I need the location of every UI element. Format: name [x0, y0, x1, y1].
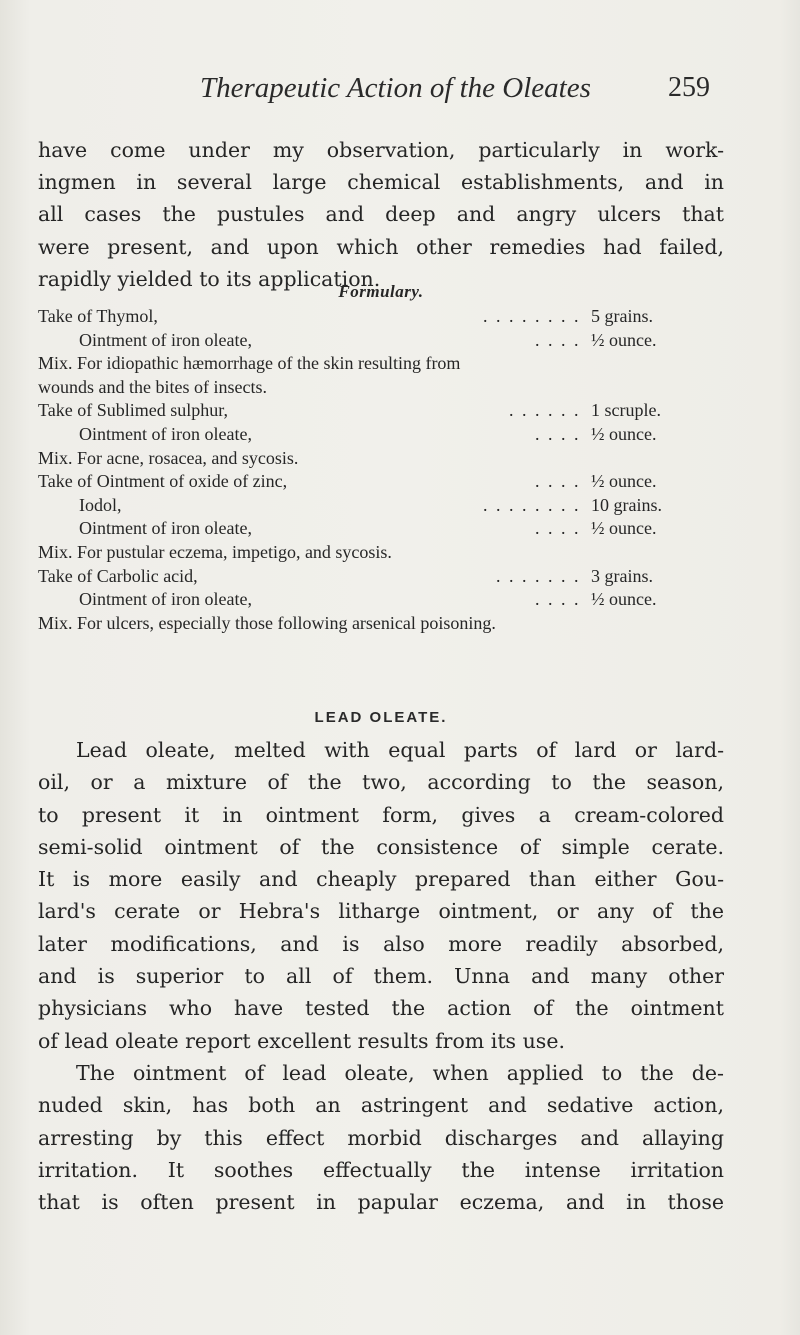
ingredient-quantity: ½ ounce. — [591, 424, 657, 444]
ingredient-quantity: ½ ounce. — [591, 589, 657, 610]
mix-instruction: Mix. For idiopathic hæmorrhage of the skin resulting from — [38, 353, 461, 374]
dot-leader: . . . . . . . . — [483, 306, 581, 326]
formulary-item — [38, 589, 738, 611]
text-line: lard's cerate or Hebra's litharge ointment, or any of the — [38, 899, 724, 924]
ingredient-label: Ointment of iron oleate, — [79, 424, 252, 444]
ingredient-quantity: 3 grains. — [591, 565, 653, 586]
running-head — [0, 72, 800, 106]
ingredient-quantity: ½ ounce. — [591, 329, 657, 350]
mix-instruction: Mix. For pustular eczema, impetigo, and sycosis. — [38, 542, 392, 562]
text-line: later modifications, and is also more readily absorbed, — [38, 931, 724, 956]
text-line: irritation. It soothes effectually the intense irritation — [38, 1157, 724, 1182]
ingredient-label: Iodol, — [79, 494, 122, 515]
formulary-item — [38, 471, 738, 493]
text-line: rapidly yielded to its application. — [38, 266, 381, 291]
running-title: Therapeutic Action of the Oleates — [200, 72, 591, 104]
ingredient-quantity: 5 grains. — [591, 306, 653, 326]
formulary-heading: Formulary. — [338, 282, 424, 301]
dot-leader: . . . . — [535, 471, 581, 492]
formulary-item — [38, 400, 738, 422]
mix-instruction: Mix. For ulcers, especially those following arsenical poisoning. — [38, 612, 496, 633]
mix-instruction: wounds and the bites of insects. — [38, 376, 267, 397]
formulary-note — [38, 353, 738, 375]
ingredient-label: Take of Ointment of oxide of zinc, — [38, 471, 288, 492]
dot-leader: . . . . . . . — [496, 565, 581, 586]
text-line: were present, and upon which other remedies had failed, — [38, 234, 724, 259]
formulary-item — [38, 424, 738, 446]
dot-leader: . . . . — [535, 424, 581, 444]
text-line: have come under my observation, particularly in work- — [38, 138, 724, 162]
ingredient-label: Take of Thymol, — [38, 306, 158, 326]
ingredient-label: Take of Sublimed sulphur, — [38, 400, 228, 421]
dot-leader: . . . . — [535, 518, 581, 539]
text-line: arresting by this effect morbid discharges and allaying — [38, 1125, 724, 1150]
dot-leader: . . . . . . — [509, 400, 581, 421]
ingredient-quantity: ½ ounce. — [591, 518, 657, 539]
formulary-item — [38, 306, 738, 328]
ingredient-label: Ointment of iron oleate, — [79, 518, 252, 539]
text-line: Lead oleate, melted with equal parts of lard or lard- — [76, 738, 724, 762]
text-line: It is more easily and cheaply prepared than either Gou- — [38, 867, 724, 892]
dot-leader: . . . . . . . . — [483, 494, 581, 515]
section-heading: LEAD OLEATE. — [314, 709, 448, 726]
text-line: nuded skin, has both an astringent and sedative action, — [38, 1093, 724, 1118]
text-line: physicians who have tested the action of the ointment — [38, 996, 724, 1021]
text-line: to present it in ointment form, gives a cream-colored — [38, 802, 724, 827]
formulary-item — [38, 495, 738, 517]
mix-instruction: Mix. For acne, rosacea, and sycosis. — [38, 447, 299, 468]
dot-leader: . . . . — [535, 589, 581, 610]
formulary-note — [38, 613, 738, 635]
intro-paragraph — [38, 134, 724, 295]
text-line: ingmen in several large chemical establishments, and in — [38, 170, 724, 195]
ingredient-quantity: 10 grains. — [591, 494, 662, 515]
dot-leader: . . . . — [535, 329, 581, 350]
text-line: semi-solid ointment of the consistence of simple cerate. — [38, 834, 724, 859]
text-line: oil, or a mixture of the two, according to the season, — [38, 770, 724, 795]
text-line: that is often present in papular eczema, and in those — [38, 1190, 724, 1215]
formulary-note — [38, 377, 738, 399]
formulary-item — [38, 330, 738, 352]
ingredient-quantity: 1 scruple. — [591, 400, 661, 421]
lead-oleate-paragraphs — [38, 734, 724, 1218]
formulary-item — [38, 566, 738, 588]
ingredient-label: Take of Carbolic acid, — [38, 565, 198, 586]
ingredient-quantity: ½ ounce. — [591, 471, 657, 492]
text-line: and is superior to all of them. Unna and many other — [38, 964, 724, 989]
formulary-item — [38, 518, 738, 540]
formulary-note — [38, 542, 738, 564]
formulary-note — [38, 448, 738, 470]
text-line: all cases the pustules and deep and angry ulcers that — [38, 202, 724, 227]
ingredient-label: Ointment of iron oleate, — [79, 329, 252, 350]
ingredient-label: Ointment of iron oleate, — [79, 589, 252, 610]
page-number: 259 — [668, 72, 710, 103]
text-line: of lead oleate report excellent results from its use. — [38, 1028, 565, 1053]
text-line: The ointment of lead oleate, when applied to the de- — [76, 1060, 724, 1085]
